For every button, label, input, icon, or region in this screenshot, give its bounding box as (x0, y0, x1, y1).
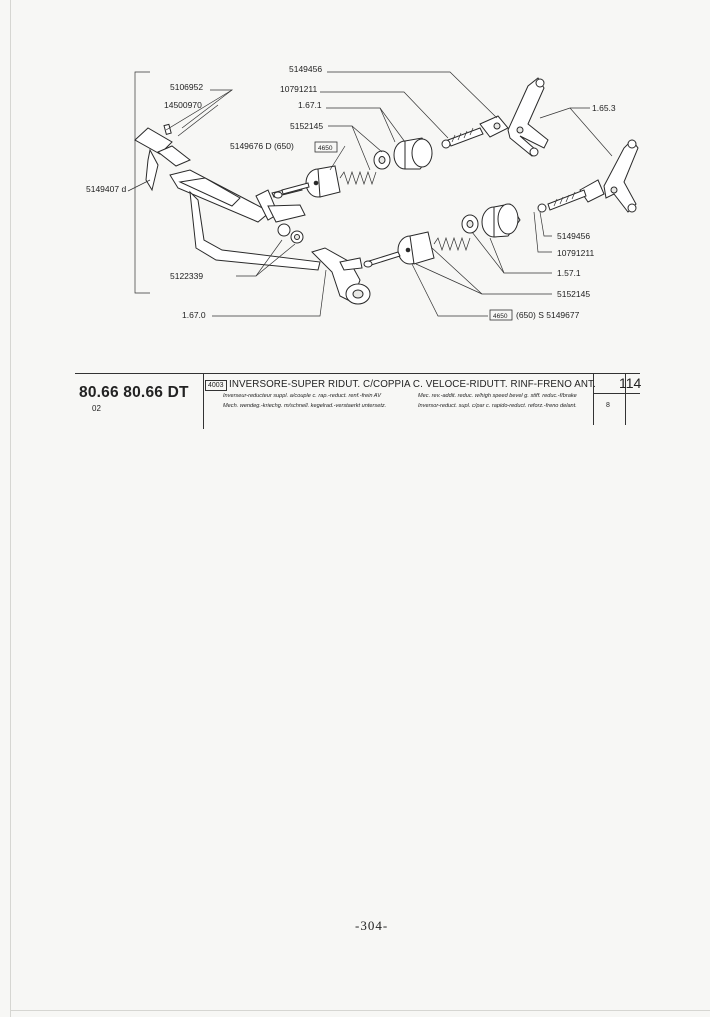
callout-1-65-3: 1.65.3 (592, 103, 616, 113)
page-folio: -304- (355, 918, 389, 933)
callout-1-57-1: 1.57.1 (557, 268, 581, 278)
model-subcode: 02 (92, 404, 101, 413)
group-title-italian: INVERSORE-SUPER RIDUT. C/COPPIA C. VELOCE-RIDUTT. RINF-FRENO ANT. (229, 379, 596, 390)
callout-5106952: 5106952 (170, 82, 204, 92)
model-designation: 80.66 80.66 DT (79, 384, 189, 401)
callout-10791211-top: 10791211 (280, 84, 318, 94)
callout-5122339: 5122339 (170, 271, 204, 281)
group-box-bottom-label: 4650 (493, 313, 508, 320)
title-block (75, 373, 640, 429)
callout-5149676: 5149676 D (650) (230, 141, 294, 151)
callout-1-67-0: 1.67.0 (182, 310, 206, 320)
callout-5149456-right: 5149456 (557, 231, 591, 241)
upper-cylinder-assembly (282, 138, 432, 197)
group-title-french: Inverseur-reducteur suppl. a/couple c. rap.-reduct. renf.-frein AV (223, 393, 381, 399)
callout-14500970: 14500970 (164, 100, 202, 110)
callout-5149677: (650) S 5149677 (516, 310, 580, 320)
title-block-divider-left (203, 373, 204, 429)
callout-10791211-right: 10791211 (557, 248, 595, 258)
callout-5149407: 5149407 d (86, 184, 127, 194)
catalog-page-number: 114 (619, 375, 642, 391)
callout-5149456-top: 5149456 (289, 64, 323, 74)
title-block-top-rule (75, 373, 640, 374)
upper-linkage-assembly (442, 78, 548, 156)
right-linkage-assembly (538, 140, 638, 212)
group-title-spanish: Inversor-reduct. supl. c/par c. rapido-reduct. reforz.-freno delant. (418, 403, 577, 409)
callout-1-67-1: 1.67.1 (298, 100, 322, 110)
group-title-english: Mec. rev.-addit. reduc. w/high speed bevel g. stiff. reduc.-f/brake (418, 393, 577, 399)
callout-5152145-right: 5152145 (557, 289, 591, 299)
group-box-top-label: 4650 (318, 145, 333, 152)
callout-5152145-top: 5152145 (290, 121, 324, 131)
exploded-parts-diagram (0, 0, 710, 340)
catalog-page-subnumber: 8 (606, 402, 610, 409)
scan-edge-bottom (10, 1010, 710, 1011)
title-block-page-rule (594, 393, 640, 394)
group-title-german: Mech. wendeg.-kriechg. m/schnell. kegelrad.-verstaerkt untersetz. (223, 403, 387, 409)
group-code-box: 4003 (205, 380, 227, 391)
